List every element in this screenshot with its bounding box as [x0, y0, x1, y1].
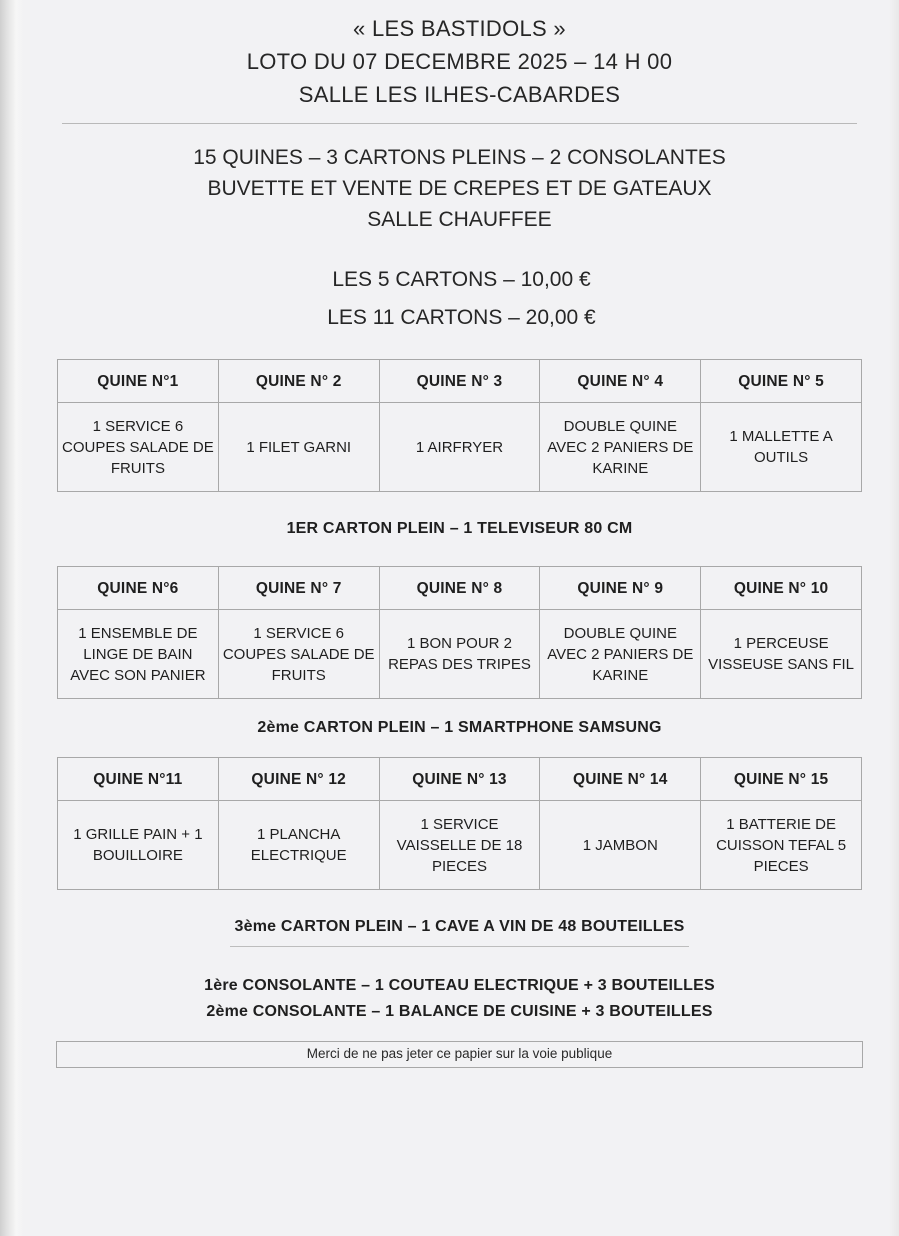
page-header: [30, 0, 889, 111]
quine-prize-8: 1 BON POUR 2 REPAS DES TRIPES: [379, 610, 540, 699]
consolante-2: 2ème CONSOLANTE – 1 BALANCE DE CUISINE + 3 BOUTEILLES: [206, 1003, 713, 1020]
carton-plein-3: 3ème CARTON PLEIN – 1 CAVE A VIN DE 48 BOUTEILLES: [234, 918, 685, 935]
quine-header-14: QUINE N° 14: [540, 758, 701, 801]
header-divider: [62, 123, 857, 124]
scan-right-edge-shadow: [889, 0, 899, 1236]
section-divider: [230, 946, 689, 947]
table-row: [58, 610, 862, 699]
quine-header-4: QUINE N° 4: [540, 360, 701, 403]
quine-prize-1: 1 SERVICE 6 COUPES SALADE DE FRUITS: [58, 403, 219, 492]
scan-left-edge-shadow: [0, 0, 24, 1236]
quine-prize-10: 1 PERCEUSE VISSEUSE SANS FIL: [701, 610, 862, 699]
quine-header-3: QUINE N° 3: [379, 360, 540, 403]
header-title-line-3: SALLE LES ILHES-CABARDES: [298, 82, 621, 107]
quine-table-2: [57, 566, 862, 699]
quine-table-3: [57, 757, 862, 890]
quine-header-9: QUINE N° 9: [540, 567, 701, 610]
price-line-11-cartons: LES 11 CARTONS – 20,00 €: [327, 306, 596, 329]
quine-prize-6: 1 ENSEMBLE DE LINGE DE BAIN AVEC SON PANIER: [58, 610, 219, 699]
consolantes-block: [30, 973, 889, 1025]
quine-header-1: QUINE N°1: [58, 360, 219, 403]
quine-header-5: QUINE N° 5: [701, 360, 862, 403]
quine-header-12: QUINE N° 12: [218, 758, 379, 801]
page-content: [30, 0, 889, 1236]
quine-prize-14: 1 JAMBON: [540, 801, 701, 890]
intro-line-2: BUVETTE ET VENTE DE CREPES ET DE GATEAUX: [207, 177, 712, 200]
table-row: [58, 403, 862, 492]
quine-header-11: QUINE N°11: [58, 758, 219, 801]
quine-prize-11: 1 GRILLE PAIN + 1 BOUILLOIRE: [58, 801, 219, 890]
header-title-line-2: LOTO DU 07 DECEMBRE 2025 – 14 H 00: [246, 49, 673, 74]
price-block: [30, 261, 889, 337]
quine-header-13: QUINE N° 13: [379, 758, 540, 801]
table-row: [58, 360, 862, 403]
footer-notice: Merci de ne pas jeter ce papier sur la voie publique: [56, 1041, 863, 1068]
quine-prize-9: DOUBLE QUINE AVEC 2 PANIERS DE KARINE: [540, 610, 701, 699]
quine-table-1: [57, 359, 862, 492]
price-line-5-cartons: LES 5 CARTONS – 10,00 €: [332, 268, 591, 291]
quine-header-15: QUINE N° 15: [701, 758, 862, 801]
header-title-line-1: « LES BASTIDOLS »: [353, 16, 566, 41]
table-row: [58, 567, 862, 610]
table-row: [58, 758, 862, 801]
quine-header-8: QUINE N° 8: [379, 567, 540, 610]
quine-prize-4: DOUBLE QUINE AVEC 2 PANIERS DE KARINE: [540, 403, 701, 492]
quine-header-2: QUINE N° 2: [218, 360, 379, 403]
quine-header-6: QUINE N°6: [58, 567, 219, 610]
quine-prize-12: 1 PLANCHA ELECTRIQUE: [218, 801, 379, 890]
quine-prize-13: 1 SERVICE VAISSELLE DE 18 PIECES: [379, 801, 540, 890]
quine-header-7: QUINE N° 7: [218, 567, 379, 610]
intro-line-3: SALLE CHAUFFEE: [367, 208, 552, 231]
quine-prize-2: 1 FILET GARNI: [218, 403, 379, 492]
quine-prize-5: 1 MALLETTE A OUTILS: [701, 403, 862, 492]
table-row: [58, 801, 862, 890]
quine-prize-7: 1 SERVICE 6 COUPES SALADE DE FRUITS: [218, 610, 379, 699]
carton-plein-2: 2ème CARTON PLEIN – 1 SMARTPHONE SAMSUNG: [257, 719, 662, 736]
quine-header-10: QUINE N° 10: [701, 567, 862, 610]
carton-plein-1: 1ER CARTON PLEIN – 1 TELEVISEUR 80 CM: [286, 520, 633, 537]
quine-prize-3: 1 AIRFRYER: [379, 403, 540, 492]
consolante-1: 1ère CONSOLANTE – 1 COUTEAU ELECTRIQUE + 3 BOUTEILLES: [204, 977, 715, 994]
quine-prize-15: 1 BATTERIE DE CUISSON TEFAL 5 PIECES: [701, 801, 862, 890]
intro-block: [30, 142, 889, 235]
intro-line-1: 15 QUINES – 3 CARTONS PLEINS – 2 CONSOLANTES: [193, 146, 726, 169]
